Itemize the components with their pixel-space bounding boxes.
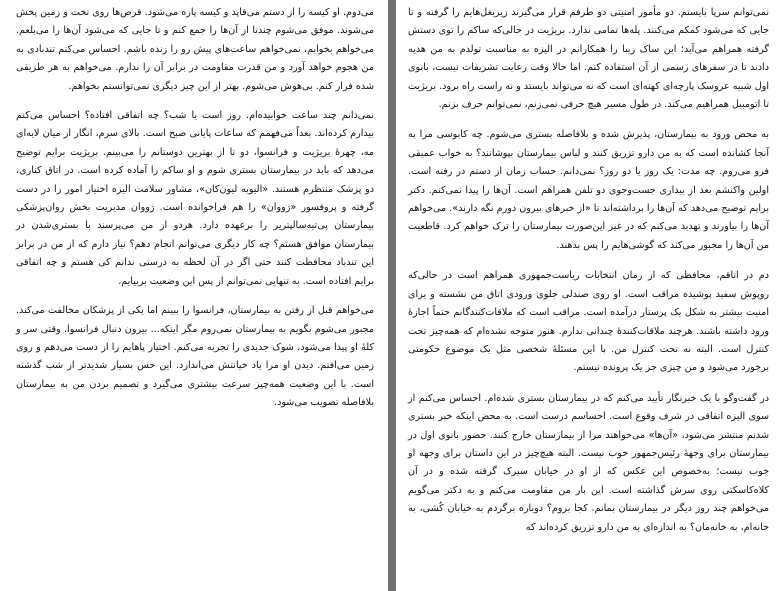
left-paragraph-2: نمی‌دانم چند ساعت خوابیده‌ام. روز است یا شب؟ چه اتفاقی افتاده؟ احساس می‌کنم بیدارم کرده‌اند. بعداً می‌فهمم که ساعات پایانی صبح است. بالای سرم، انگار از میان لایه‌ای مه، چهرهٔ بریژیت و فرانسوا، دو تا از بهترین دوستانم را می‌بینم. بریژیت برایم توضیح می‌دهد که باید در بیمارستان بستری شوم و او ساکم را آماده کرده است. در اتاق کناری، دو پزشک منتظرم هستند. «الیویه لیون‌کان»، مشاور سلامت الیزه اختیار امور را در دست گرفته و پروفسور «ژووان» را هم فراخوانده است. ژووان مدیریت بخش روان‌پزشکی بیمارستان پی‌تیه‌سالپتریر را برعهده دارد. هردو از من می‌پرسند با بستری‌شدن در بیمارستان موافق هستم؟ چه کار دیگری می‌توانم انجام دهم؟ نیاز دارم که از من در برابر این تندباد محافظت کنند حتی اگر در آن لحظه به درستی ندانم کی هستم و چه اتفاقی برایم افتاده است. به تنهایی نمی‌توانم از پس این وضعیت بربیایم.: [16, 110, 374, 287]
page-gutter-divider: [388, 0, 396, 591]
left-paragraph-3: می‌خواهم قبل از رفتن به بیمارستان، فرانسوا را ببینم اما یکی از پزشکان مخالفت می‌کند. مجبور می‌شوم بگویم به بیمارستان نمی‌روم مگر اینکه... بیرون دنبال فرانسوا. وقتی سر و کلهٔ او پیدا می‌شود، شوک جدیدی را تجربه می‌کنم. اختیار پاهایم را از دست می‌دهم و روی زمین می‌افتم. دیدن او مرا یاد خیانتش می‌اندازد. این حس بسیار شدیدتر از شب گذشته است. با این وضعیت همه‌چیز سرعت بیشتری می‌گیرد و تصمیم بردن من به بیمارستان بلافاصله تصویب می‌شود.: [16, 305, 374, 409]
right-page: [396, 0, 783, 591]
left-paragraph-1: می‌دوم. او کیسه را از دستم می‌قاپد و کیسه پاره می‌شود. قرص‌ها روی تخت و زمین پخش می‌شوند. موفق می‌شوم چندتا از آن‌ها را جمع کنم و تا جایی که می‌شود آن‌ها را می‌بلعم. می‌خواهم بخوابم، نمی‌خواهم ساعت‌های پیش رو را زنده باشم. احساس می‌کنم تندبادی به من هجوم خواهد آورد و من قدرت مقاومت در برابر آن را ندارم. می‌خواهم به هر طریقی شده فرار کنم. بی‌هوش می‌شوم. بهتر از این چیز دیگری نمی‌توانستم بخواهم.: [16, 7, 374, 92]
right-paragraph-1: نمی‌توانم سرپا بایستم. دو مأمور امنیتی دو طرفم قرار می‌گیرند زیربغل‌هایم را گرفته و تا جایی که می‌شود کمکم می‌کنند. پله‌ها تمامی ندارد. بریژیت در حالی‌که ساکم را توی دستش گرفته همراهم می‌آید؛ این ساک زیبا را همکارانم در الیزه به مناسبت تولدم به من هدیه دادند تا در سفرهای رسمی از آن استفاده کنم. اما حالا وقت رعایت تشریفات نیست، بانوی اول شبیه عروسک پارچه‌ای کهنه‌ای است که نه می‌تواند بایستد و نه راست راه برود. بریژیت تا اتومبیل همراهیم می‌کند. در طول مسیر هیچ حرفی نمی‌زنم، نمی‌توانم حرف بزنم.: [408, 7, 769, 111]
right-paragraph-2: به محض ورود به بیمارستان، پذیرش شده و بلافاصله بستری می‌شوم. چه کابوسی مرا به آنجا کشانده است که به من دارو تزریق کنند و لباس بیمارستان بپوشانند؟ به خواب عمیقی فرو می‌روم. چه مدت: یک روز یا دو روز؟ نمی‌دانم. حساب زمان از دستم در رفته است. اولین واکنشم بعد از بیداری جست‌وجوی دو تلفن همراهم است. آن‌ها را پیدا نمی‌کنم. دکتر برایم توضیح می‌دهد که آن‌ها را برداشته‌اند تا «از خبرهای بیرون دورم نگه دارند». می‌خواهم آن‌ها را بیاورند و تهدید می‌کنم که در غیر این‌صورت بیمارستان را ترک خواهم کرد. قاطعیت من آن‌ها را مجبور می‌کند که گوشی‌هایم را پس بدهند.: [408, 129, 769, 251]
right-paragraph-4: در گفت‌وگو با یک خبرنگار تأیید می‌کنم که در بیمارستان بستری شده‌ام. احساس می‌کنم از سوی الیزه اتفاقی در شرف وقوع است. احساسم درست است. به محض اینکه خبر بستری شدنم منتشر می‌شود، «آن‌ها» می‌خواهند مرا از بیمارستان خارج کنند. حضور بانوی اول در بیمارستان برای وجههٔ رئیس‌جمهور خوب نیست. البته هیچ‌چیز در این داستان برای وجهه او خوب نیست؛ به‌خصوص این عکس که از او در خیابان سیرک گرفته شده و در آن کلاه‌کاسکتی روی سرش گذاشته است. این بار من مقاومت می‌کنم و به دکتر می‌گویم می‌خواهم چند روز دیگر در بیمارستان بمانم. کجا بروم؟ دوباره برگردم به خیابان کُشی، به خانه‌ام، به خانه‌مان؟ به اندازه‌ای به من دارو تزریق کرده‌اند که: [408, 392, 769, 533]
right-paragraph-3: دم در اتاقم، محافظی که از زمان انتخابات ریاست‌جمهوری همراهم است در حالی‌که روپوش سفید پوشیده مراقب است. او روی صندلی جلوی ورودی اتاق من نشسته و برای امنیت بیشتر به شکل یک پرستار درآمده است. مراقب است که ملاقات‌کنندگانم حتماً اجازهٔ ورود داشته باشند. هرچند ملاقات‌کنندهٔ چندانی ندارم. هنوز متوجه نشده‌ام که همه‌چیز تحت کنترل است. البته نه تحت کنترل من. با این مسئلهٔ شخصی مثل یک موضوع حکومتی برخورد می‌شود و من چیزی جز یک پرونده نیستم.: [408, 270, 769, 374]
left-page: [0, 0, 388, 591]
